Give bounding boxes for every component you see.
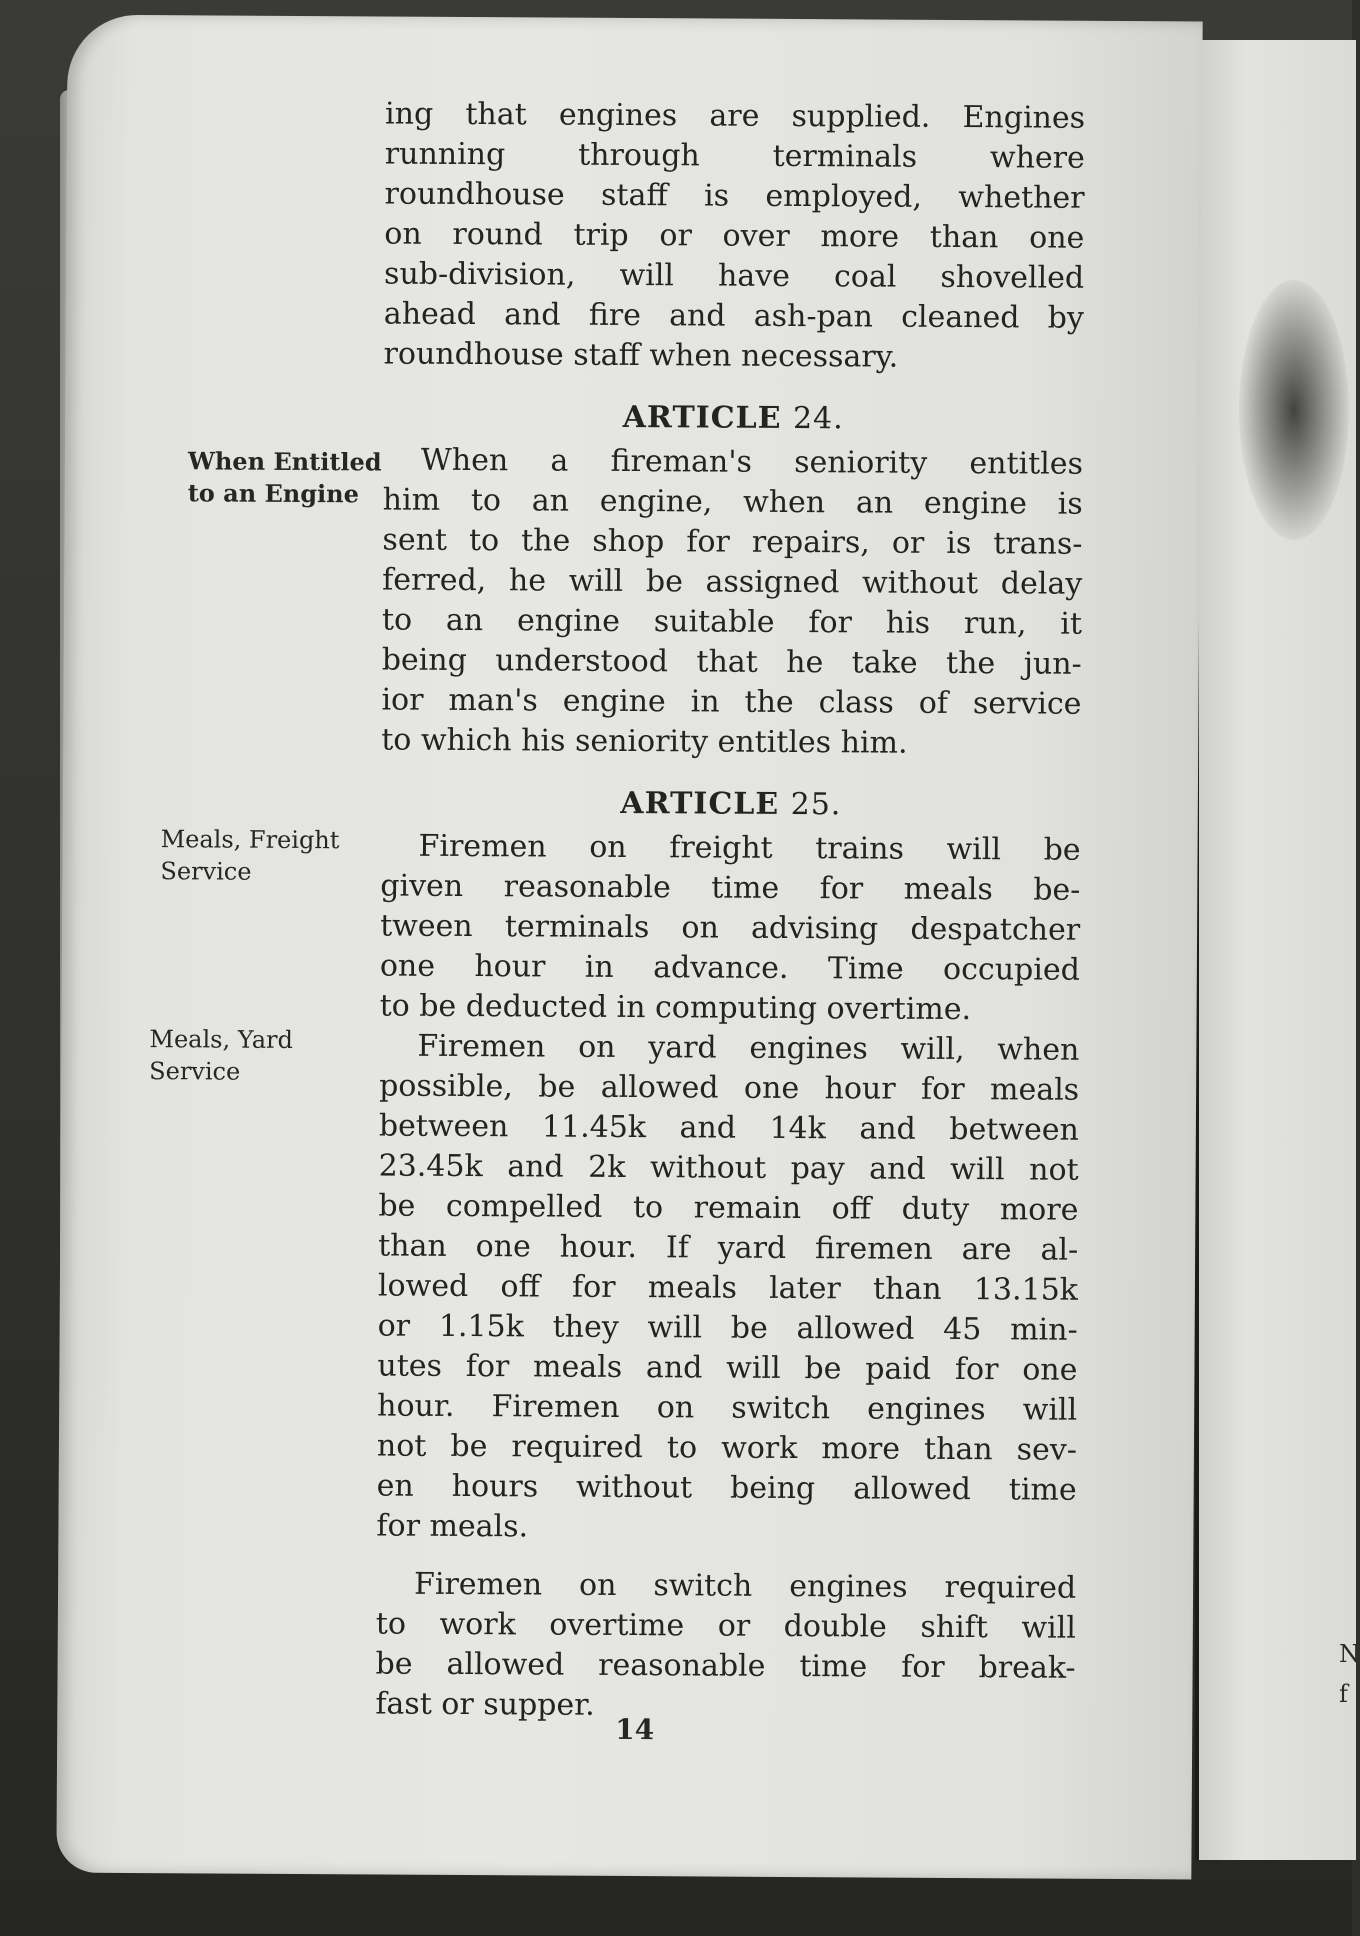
margin-note-engine: When Entitled to an Engine — [187, 446, 382, 509]
body-line: roundhouse staff when necessary. — [383, 336, 899, 375]
body-line: hour. Firemen on switch engines will — [377, 1388, 1078, 1428]
margin-note-yard-meals: Meals, Yard Service — [149, 1025, 293, 1086]
body-line: to an engine suitable for his run, it — [381, 602, 1083, 642]
body-line: to work overtime or double shift will — [375, 1606, 1076, 1646]
body-line: When a fireman's seniority entitles — [420, 442, 1084, 482]
body-line: be compelled to remain off duty more — [378, 1188, 1079, 1228]
body-line: lowed off for meals later than 13.15k — [377, 1268, 1079, 1308]
body-line: given reasonable time for meals be- — [380, 868, 1081, 908]
body-line: ferred, he will be assigned without delay — [382, 562, 1083, 602]
body-line: being understood that he take the jun- — [381, 642, 1082, 682]
facing-page-fragment: N — [1339, 1640, 1360, 1668]
book-page — [56, 15, 1202, 1880]
body-line: one hour in advance. Time occupied — [379, 948, 1080, 988]
body-line: be allowed reasonable time for break- — [375, 1646, 1076, 1686]
facing-page-fragment: f — [1339, 1680, 1348, 1708]
body-line: not be required to work more than sev- — [376, 1428, 1078, 1468]
facing-page — [1195, 40, 1360, 1860]
body-line: between 11.45k and 14k and between — [378, 1108, 1079, 1148]
page-number: 14 — [615, 1712, 655, 1747]
body-line: possible, be allowed one hour for meals — [379, 1068, 1080, 1108]
body-line: utes for meals and will be paid for one — [377, 1348, 1078, 1388]
body-line: ior man's engine in the class of service — [381, 682, 1082, 722]
body-line: running through terminals where — [384, 136, 1085, 176]
body-line: sent to the shop for repairs, or is trans- — [382, 522, 1083, 562]
body-line: to which his seniority entitles him. — [381, 722, 908, 761]
page-stain — [1239, 280, 1349, 540]
body-line: roundhouse staff is employed, whether — [384, 176, 1085, 216]
body-line: ing that engines are supplied. Engines — [384, 96, 1086, 136]
body-line: tween terminals on advising despatcher — [380, 908, 1081, 948]
margin-note-freight-meals: Meals, Freight Service — [160, 825, 340, 886]
body-line: en hours without being allowed time — [376, 1468, 1077, 1508]
article-heading: ARTICLE 25. — [620, 785, 842, 823]
body-line: than one hour. If yard firemen are al- — [378, 1228, 1079, 1268]
body-line: 23.45k and 2k without pay and will not — [378, 1148, 1079, 1188]
body-line: ahead and fire and ash-pan cleaned by — [383, 296, 1084, 336]
body-line: sub-division, will have coal shovelled — [383, 256, 1085, 296]
body-line: him to an engine, when an engine is — [382, 482, 1083, 522]
body-line: Firemen on yard engines will, when — [417, 1028, 1080, 1068]
body-line: fast or supper. — [375, 1686, 595, 1723]
body-line: to be deducted in computing overtime. — [379, 988, 972, 1028]
body-line: on round trip or over more than one — [384, 216, 1085, 256]
body-line: Firemen on freight trains will be — [418, 828, 1081, 868]
body-line: Firemen on switch engines required — [413, 1566, 1077, 1606]
body-line: or 1.15k they will be allowed 45 min- — [377, 1308, 1078, 1348]
body-line: for meals. — [376, 1508, 529, 1545]
body-text — [375, 94, 1085, 1728]
article-heading: ARTICLE 24. — [622, 399, 844, 437]
